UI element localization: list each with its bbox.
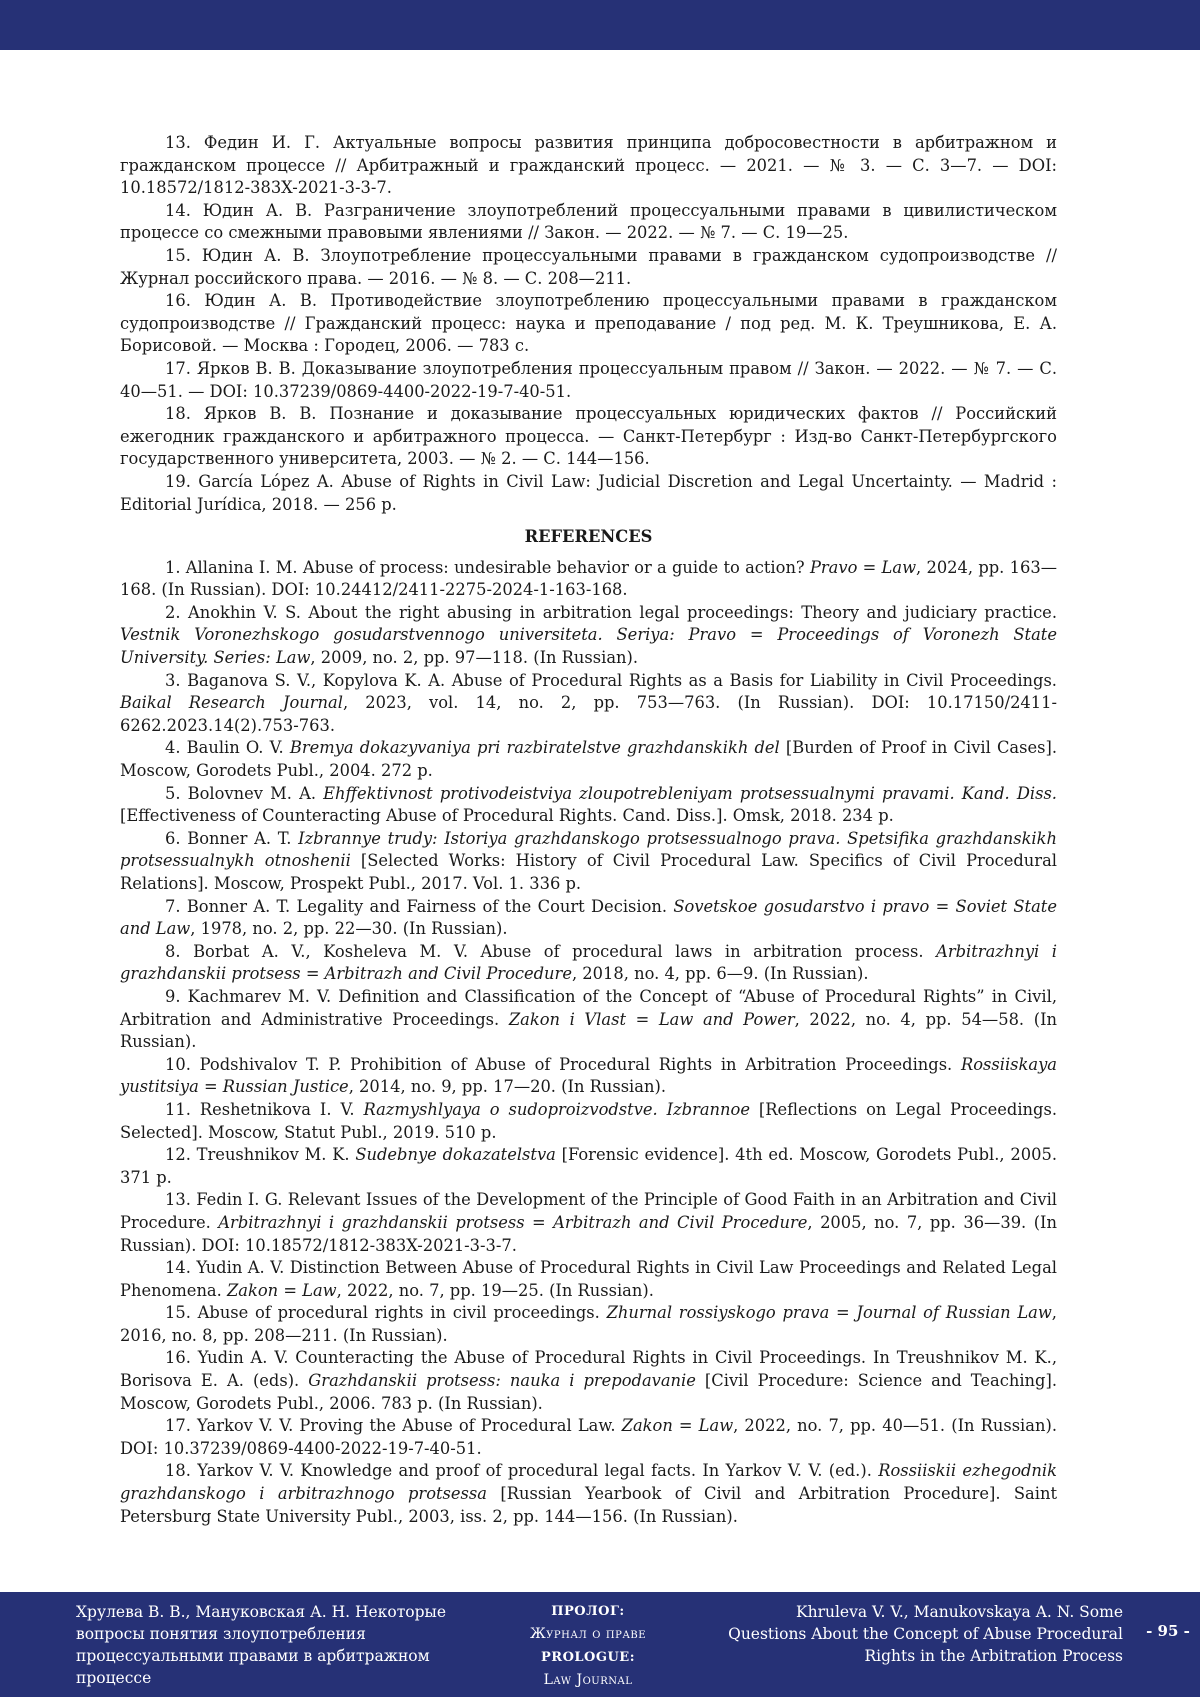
reference-source-title: Ehffektivnost protivodeistviya zloupotrebleniyam protsessualnymi pravami. Kand. Diss. [323, 783, 1057, 803]
reference-details: [Civil Procedure: Science and Teaching]. Moscow, Gorodets Publ., 2006. 783 p. (In Russian). [120, 1371, 1057, 1413]
reference-details: , 2023, vol. 14, no. 2, pp. 753—763. (In Russian). DOI: 10.17150/2411-6262.2023.14(2).753-763. [120, 693, 1058, 735]
reference-text: 4. Baulin O. V. [165, 738, 290, 758]
reference-text: 11. Reshetnikova I. V. [165, 1099, 364, 1119]
reference-details: , 2014, no. 9, pp. 17—20. (In Russian). [348, 1077, 666, 1097]
reference-details: , 1978, no. 2, pp. 22—30. (In Russian). [190, 919, 508, 939]
reference-text: 14. Yudin A. V. Distinction Between Abuse of Procedural Rights in Civil Law Proceedings and Related Legal Phenomena. [120, 1258, 1057, 1300]
reference-text: 7. Bonner A. T. Legality and Fairness of the Court Decision. [165, 896, 674, 916]
references-content [120, 132, 1057, 1528]
reference-details: [Forensic evidence]. 4th ed. Moscow, Gorodets Publ., 2005. 371 p. [120, 1145, 1057, 1187]
reference-item-en [120, 1415, 1057, 1460]
reference-text: 3. Baganova S. V., Kopylova K. A. Abuse of Procedural Rights as a Basis for Liability in Civil Proceedings. [165, 670, 1057, 690]
reference-item-en [120, 1347, 1057, 1415]
journal-name-en: PROLOGUE: [540, 1650, 635, 1665]
footer-article-title-en: Khruleva V. V., Manukovskaya A. N. Some Questions About the Concept of Abuse Procedural Rights in the Arbitration Process [728, 1603, 1123, 1665]
reference-source-title: Vestnik Voronezhskogo gosudarstvennogo universiteta. Seriya: Pravo = Proceedings of Voronezh State University. Series: Law [120, 625, 1057, 668]
reference-text: 12. Treushnikov M. K. [165, 1145, 356, 1165]
reference-item-en [120, 602, 1057, 670]
reference-item-en [120, 670, 1057, 738]
reference-details: , 2022, no. 7, pp. 19—25. (In Russian). [336, 1280, 654, 1300]
reference-source-title: Rossiiskii ezhegodnik grazhdanskogo i arbitrazhnogo protsessa [120, 1461, 1057, 1504]
reference-source-title: Zakon = Law [226, 1280, 337, 1300]
reference-item-en [120, 1302, 1057, 1347]
reference-text: 5. Bolovnev M. A. [165, 783, 324, 803]
reference-details: [Reflections on Legal Proceedings. Selected]. Moscow, Statut Publ., 2019. 510 p. [120, 1099, 1057, 1142]
reference-source-title: Sudebnye dokazatelstva [355, 1145, 556, 1165]
reference-source-title: Rossiiskaya yustitsiya = Russian Justice [120, 1054, 1057, 1097]
reference-item-en [120, 1144, 1057, 1189]
reference-item-en [120, 1099, 1057, 1144]
reference-text: 16. Yudin A. V. Counteracting the Abuse of Procedural Rights in Civil Proceedings. In Treushnikov M. K., Borisova E. A. (eds). [120, 1348, 1057, 1391]
reference-source-title: Pravo = Law [809, 557, 917, 577]
reference-text: 8. Borbat A. V., Kosheleva M. V. Abuse of procedural laws in arbitration process. [165, 941, 937, 961]
footer-article-title-ru: Хрулева В. В., Мануковская А. Н. Некоторые вопросы понятия злоупотребления процессуальными правами в арбитражном процессе [76, 1603, 447, 1687]
reference-details: , 2009, no. 2, pp. 97—118. (In Russian). [310, 648, 639, 668]
reference-details: [Effectiveness of Counteracting Abuse of Procedural Rights. Cand. Diss.]. Omsk, 2018. 234 p. [120, 806, 894, 826]
reference-text: 13. Fedin I. G. Relevant Issues of the Development of the Principle of Good Faith in an Arbitration and Civil Procedure. [120, 1190, 1057, 1232]
reference-item-en [120, 986, 1057, 1054]
reference-text: 6. Bonner A. T. [165, 828, 299, 848]
reference-item-en [120, 783, 1057, 828]
reference-details: [Burden of Proof in Civil Cases]. Moscow, Gorodets Publ., 2004. 272 p. [120, 738, 1057, 781]
reference-item-en [120, 737, 1057, 782]
reference-item-ru: 15. Юдин А. В. Злоупотребление процессуальными правами в гражданском судопроизводстве // Журнал российского права. — 2016. — № 8. — С. 208—211. [120, 245, 1057, 288]
reference-text: 18. Yarkov V. V. Knowledge and proof of procedural legal facts. In Yarkov V. V. (ed.). [165, 1461, 879, 1481]
reference-item-en [120, 557, 1057, 602]
reference-text: 2. Anokhin V. S. About the right abusing in arbitration legal proceedings: Theory and judiciary practice. [165, 602, 1057, 622]
reference-item-en [120, 1189, 1057, 1257]
reference-item-en [120, 1460, 1057, 1528]
reference-item-ru: 18. Ярков В. В. Познание и доказывание процессуальных юридических фактов // Российский ежегодник гражданского и арбитражного процесса. — Санкт-Петербург : Изд-во Санкт-Петербургского государственного университета, 2003. — № 2. — С. 144—156. [120, 404, 1057, 469]
reference-source-title: Baikal Research Journal [120, 693, 343, 713]
header-bar [0, 0, 1200, 50]
reference-source-title: Arbitrazhnyi i grazhdanskii protsess = Arbitrazh and Civil Procedure [218, 1212, 808, 1232]
footer-bar [0, 1592, 1200, 1697]
reference-details: , 2022, no. 7, pp. 40—51. (In Russian). DOI: 10.37239/0869-4400-2022-19-7-40-51. [120, 1416, 1057, 1458]
reference-source-title: Grazhdanskii protsess: nauka i prepodavanie [308, 1371, 696, 1391]
reference-details: , 2022, no. 4, pp. 54—58. (In Russian). [120, 1009, 1057, 1052]
reference-source-title: Zakon = Law [621, 1416, 734, 1436]
reference-item-ru: 13. Федин И. Г. Актуальные вопросы развития принципа добросовестности в арбитражном и гражданском процессе // Арбитражный и гражданский процесс. — 2021. — № 3. — С. 3—7. — DOI: 10.18572/1812-383X-2021-3-3-7. [120, 133, 1057, 198]
page-number: - 95 - [1146, 1622, 1190, 1640]
reference-details: , 2018, no. 4, pp. 6—9. (In Russian). [571, 964, 869, 984]
reference-item-ru: 17. Ярков В. В. Доказывание злоупотребления процессуальным правом // Закон. — 2022. — № 7. — С. 40—51. — DOI: 10.37239/0869-4400-2022-19-7-40-51. [120, 358, 1057, 401]
reference-details: , 2016, no. 8, pp. 208—211. (In Russian). [120, 1303, 1057, 1345]
reference-text: 1. Allanina I. M. Abuse of process: undesirable behavior or a guide to action? [165, 557, 810, 577]
journal-name-ru: ПРОЛОГ: [551, 1604, 625, 1619]
reference-source-title: Arbitrazhnyi i grazhdanskii protsess = Arbitrazh and Civil Procedure [120, 941, 1058, 984]
reference-item-en [120, 828, 1057, 896]
journal-name-block [480, 1600, 696, 1692]
reference-item-en [120, 941, 1057, 986]
reference-details: , 2024, pp. 163—168. (In Russian). DOI: 10.24412/2411-2275-2024-1-163-168. [120, 557, 1057, 600]
reference-source-title: Zhurnal rossiyskogo prava = Journal of Russian Law [606, 1303, 1052, 1323]
reference-text: 10. Podshivalov T. P. Prohibition of Abuse of Procedural Rights in Arbitration Proceedings. [165, 1054, 961, 1074]
reference-text: 15. Abuse of procedural rights in civil proceedings. [165, 1303, 607, 1323]
reference-source-title: Razmyshlyaya o sudoproizvodstve. Izbrannoe [363, 1099, 750, 1119]
journal-subtitle-ru: Журнал о праве [529, 1626, 647, 1642]
reference-text: 9. Kachmarev M. V. Definition and Classification of the Concept of “Abuse of Procedural Rights” in Civil, Arbitration and Administrative Proceedings. [120, 986, 1057, 1029]
reference-item-en [120, 1054, 1057, 1099]
reference-details: [Russian Yearbook of Civil and Arbitration Procedure]. Saint Petersburg State University Publ., 2003, iss. 2, pp. 144—156. (In Russian). [120, 1484, 1057, 1526]
reference-details: , 2005, no. 7, pp. 36—39. (In Russian). DOI: 10.18572/1812-383X-2021-3-3-7. [120, 1212, 1057, 1255]
reference-item-ru: 19. García López A. Abuse of Rights in Civil Law: Judicial Discretion and Legal Uncertainty. — Madrid : Editorial Jurídica, 2018. — 256 p. [120, 471, 1057, 514]
reference-source-title: Bremya dokazyvaniya pri razbiratelstve grazhdanskikh del [289, 738, 780, 758]
reference-source-title: Sovetskoe gosudarstvo i pravo = Soviet State and Law [120, 896, 1057, 939]
reference-source-title: Zakon i Vlast = Law and Power [508, 1009, 795, 1029]
reference-item-en [120, 896, 1057, 941]
reference-item-en [120, 1257, 1057, 1302]
reference-item-ru: 14. Юдин А. В. Разграничение злоупотреблений процессуальными правами в цивилистическом процессе со смежными правовыми явлениями // Закон. — 2022. — № 7. — С. 19—25. [120, 200, 1057, 243]
reference-details: [Selected Works: History of Civil Procedural Law. Specifics of Civil Procedural Relations]. Moscow, Prospekt Publ., 2017. Vol. 1. 336 p. [120, 851, 1057, 893]
reference-item-ru: 16. Юдин А. В. Противодействие злоупотреблению процессуальными правами в гражданском судопроизводстве // Гражданский процесс: наука и преподавание / под ред. М. К. Треушникова, Е. А. Борисовой. — Москва : Городец, 2006. — 783 с. [120, 291, 1057, 356]
reference-source-title: Izbrannye trudy: Istoriya grazhdanskogo protsessualnogo prava. Spetsifika grazhdanskikh protsessualnykh otnoshenii [120, 828, 1057, 871]
english-reference-list [120, 557, 1057, 1529]
references-heading: REFERENCES [524, 527, 653, 547]
russian-reference-list [120, 132, 1057, 516]
reference-text: 17. Yarkov V. V. Proving the Abuse of Procedural Law. [165, 1416, 622, 1436]
journal-subtitle-en: Law Journal [543, 1672, 633, 1688]
